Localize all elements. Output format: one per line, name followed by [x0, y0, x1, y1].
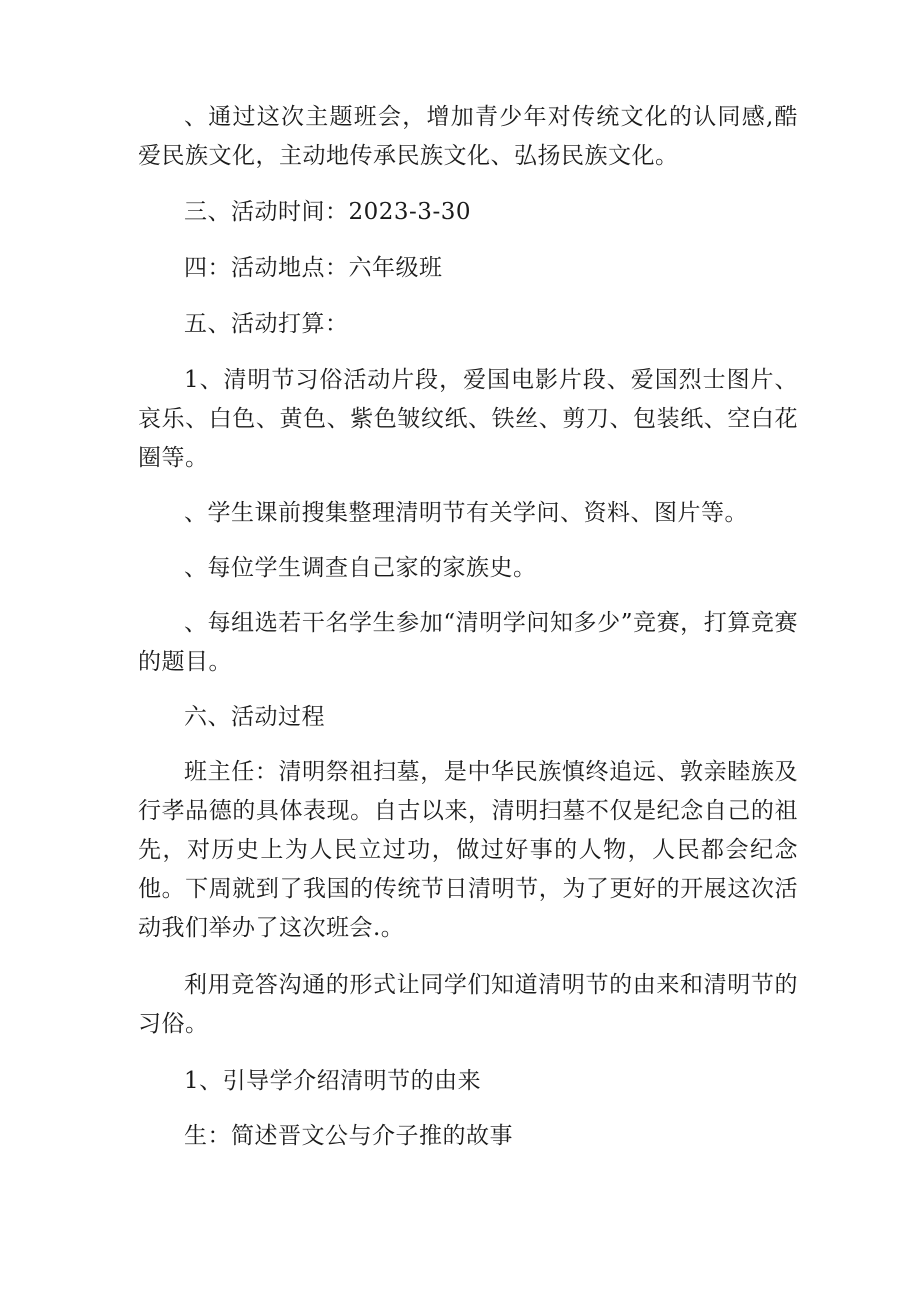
paragraph-process-heading: 六、活动过程 [184, 704, 325, 730]
paragraph-quiz-prep: 、每组选若干名学生参加“清明学问知多少”竞赛，打算竞赛的题目。 [138, 610, 798, 675]
paragraph-teacher-speech: 班主任：清明祭祖扫墓，是中华民族慎终追远、敦亲睦族及行孝品德的具体表现。自古以来，清明扫墓不仅是纪念自己的祖先，对历史上为人民立过功，做过好事的人物，人民都会纪念他。下周就到了我国的传统节日清明节，为了更好的开展这次活动我们举办了这次班会.。 [138, 759, 798, 941]
paragraph-activity-time: 三、活动时间：2023-3-30 [184, 199, 471, 225]
paragraph-family-history: 、每位学生调查自己家的家族史。 [184, 555, 537, 581]
paragraph-collect-materials: 、学生课前搜集整理清明节有关学问、资料、图片等。 [184, 500, 748, 526]
document-body [138, 98, 798, 1156]
paragraph-student-story: 生：简述晋文公与介子推的故事 [184, 1123, 513, 1149]
paragraph-quiz-format: 利用竞答沟通的形式让同学们知道清明节的由来和清明节的习俗。 [138, 972, 798, 1037]
paragraph-origin-step: 1、引导学介绍清明节的由来 [184, 1068, 482, 1094]
paragraph-goal: 、通过这次主题班会，增加青少年对传统文化的认同感,酷爱民族文化，主动地传承民族文化、弘扬民族文化。 [138, 104, 798, 169]
paragraph-materials: 1、清明节习俗活动片段，爱国电影片段、爱国烈士图片、哀乐、白色、黄色、紫色皱纹纸、铁丝、剪刀、包装纸、空白花圈等。 [138, 367, 798, 471]
paragraph-activity-location: 四：活动地点：六年级班 [184, 255, 443, 281]
paragraph-activity-plan-heading: 五、活动打算： [184, 311, 349, 337]
